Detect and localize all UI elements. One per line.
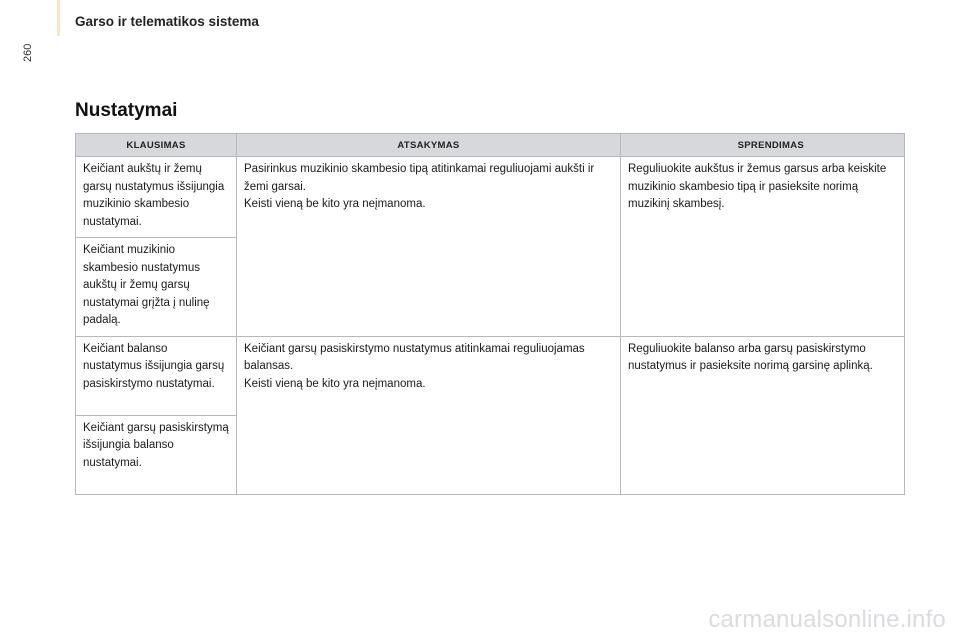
- question-cell: Keičiant aukštų ir žemų garsų nustatymus išsijungia muzikinio skambesio nustatymai.: [76, 157, 237, 238]
- answer-cell: [237, 336, 621, 494]
- answer-line: Keisti vieną be kito yra neįmanoma.: [244, 198, 426, 210]
- page-number: 260: [22, 43, 34, 62]
- table-row: [76, 157, 905, 238]
- column-header-question: KLAUSIMAS: [76, 134, 237, 157]
- question-cell: Keičiant muzikinio skambesio nustatymus aukštų ir žemų garsų nustatymai grįžta į nulinę padalą.: [76, 238, 237, 337]
- question-cell: Keičiant balanso nustatymus išsijungia garsų pasiskirstymo nustatymai.: [76, 336, 237, 415]
- header-title: Garso ir telematikos sistema: [75, 14, 259, 29]
- column-header-solution: SPRENDIMAS: [621, 134, 905, 157]
- header-accent-bar: [57, 0, 60, 36]
- answer-line: Pasirinkus muzikinio skambesio tipą atitinkamai reguliuojami aukšti ir žemi garsai.: [244, 163, 595, 193]
- answer-line: Keičiant garsų pasiskirstymo nustatymus atitinkamai reguliuojamas balansas.: [244, 342, 585, 372]
- answer-cell: [237, 157, 621, 337]
- question-cell: Keičiant garsų pasiskirstymą išsijungia balanso nustatymai.: [76, 415, 237, 494]
- answer-line: Keisti vieną be kito yra neįmanoma.: [244, 377, 426, 390]
- solution-cell: Reguliuokite aukštus ir žemus garsus arba keiskite muzikinio skambesio tipą ir pasieksite norimą muzikinį skambesį.: [621, 157, 905, 337]
- watermark: carmanualsonline.info: [708, 606, 946, 633]
- faq-table: [75, 133, 905, 495]
- table-header-row: [76, 134, 905, 157]
- table-row: [76, 336, 905, 415]
- column-header-answer: ATSAKYMAS: [237, 134, 621, 157]
- solution-cell: Reguliuokite balanso arba garsų pasiskirstymo nustatymus ir pasieksite norimą garsinę aplinką.: [621, 336, 905, 494]
- section-title: Nustatymai: [75, 100, 178, 121]
